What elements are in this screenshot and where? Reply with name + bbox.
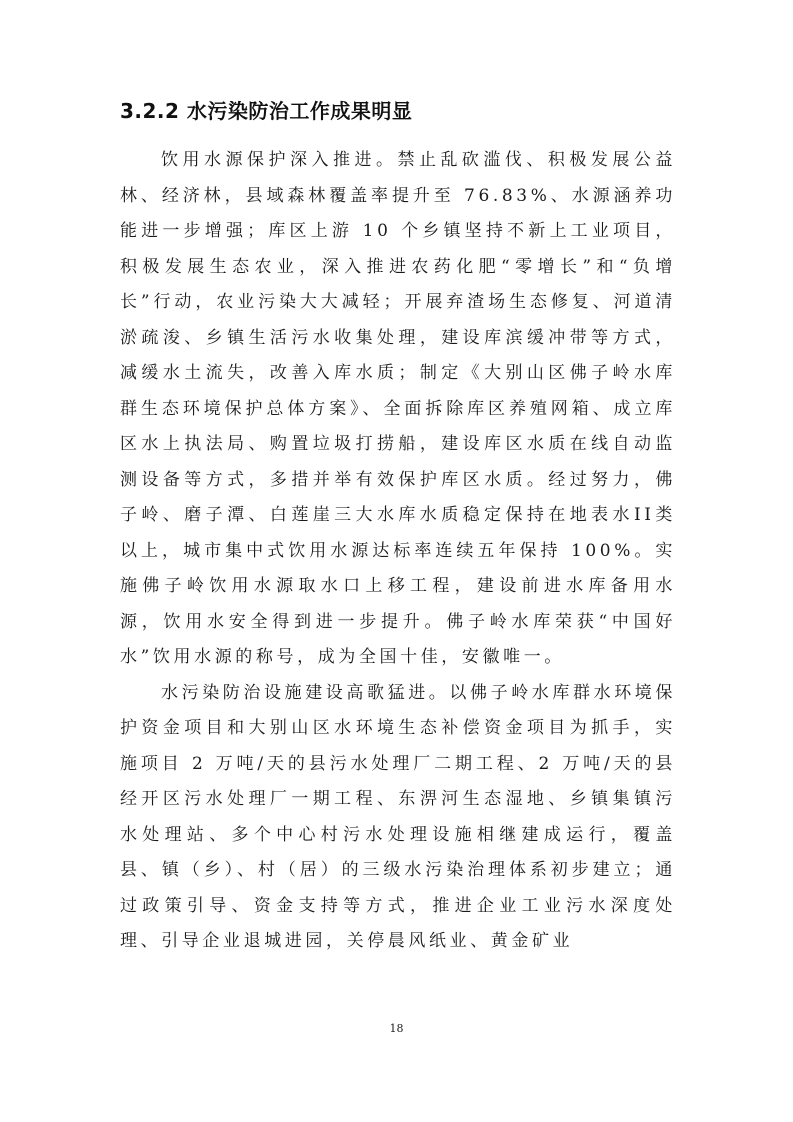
- section-heading: 3.2.2 水污染防治工作成果明显: [120, 99, 413, 123]
- paragraph-drinking-water-protection: 饮用水源保护深入推进。禁止乱砍滥伐、积极发展公益林、经济林，县域森林覆盖率提升至 76.83%、水源涵养功能进一步增强；库区上游 10 个乡镇坚持不新上工业项目，积极发展生态农业，深入推进农药化肥“零增长”和“负增长”行动，农业污染大大减轻；开展弃渣场生态修复、河道清淤疏浚、乡镇生活污水收集处理，建设库滨缓冲带等方式，减缓水土流失，改善入库水质；制定《大别山区佛子岭水库群生态环境保护总体方案》、全面拆除库区养殖网箱、成立库区水上执法局、购置垃圾打捞船，建设库区水质在线自动监测设备等方式，多措并举有效保护库区水质。经过努力，佛子岭、磨子潭、白莲崖三大水库水质稳定保持在地表水II类以上，城市集中式饮用水源达标率连续五年保持 100%。实施佛子岭饮用水源取水口上移工程，建设前进水库备用水源，饮用水安全得到进一步提升。佛子岭水库荣获“中国好水”饮用水源的称号，成为全国十佳，安徽唯一。: [120, 150, 676, 667]
- body-text: [120, 143, 676, 960]
- paragraph-pollution-control-facilities: 水污染防治设施建设高歌猛进。以佛子岭水库群水环境保护资金项目和大别山区水环境生态补偿资金项目为抓手，实施项目 2 万吨/天的县污水处理厂二期工程、2 万吨/天的县经开区污水处理厂一期工程、东淠河生态湿地、乡镇集镇污水处理站、多个中心村污水处理设施相继建成运行，覆盖县、镇（乡）、村（居）的三级水污染治理体系初步建立；通过政策引导、资金支持等方式，推进企业工业污水深度处理、引导企业退城进园，关停晨风纸业、黄金矿业: [120, 682, 676, 951]
- page-number: 18: [389, 1022, 404, 1035]
